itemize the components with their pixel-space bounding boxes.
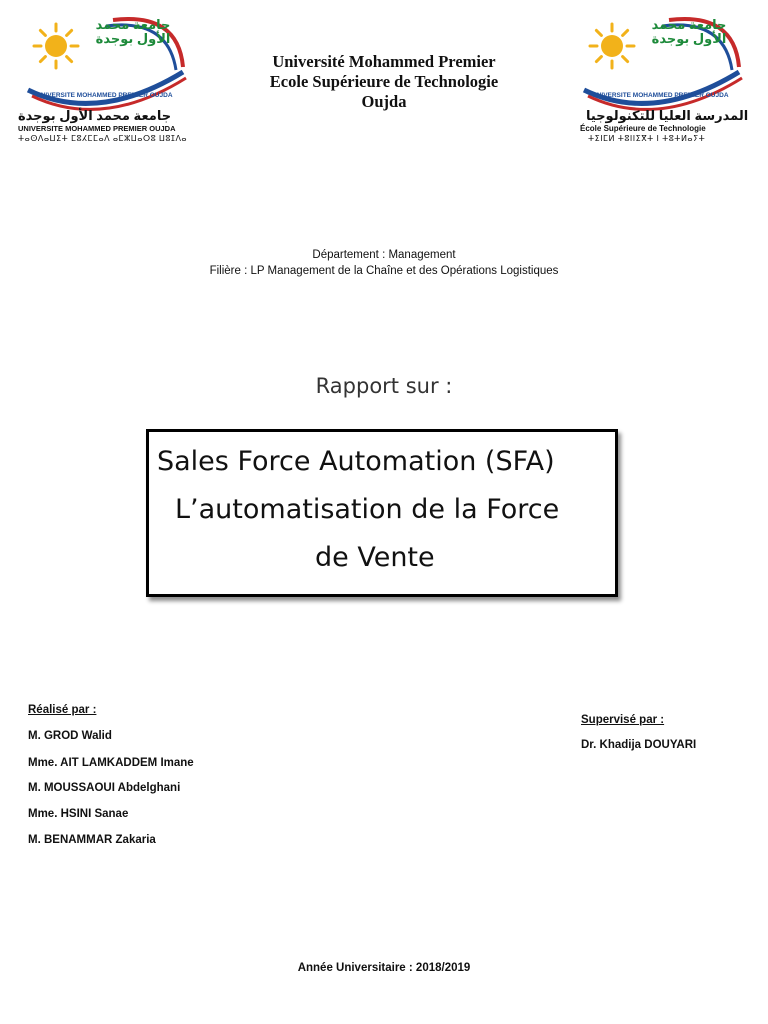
logo-right-arabic-name: جامعة محمد الأول بوجدة bbox=[651, 17, 727, 46]
header-city: Oujda bbox=[361, 92, 407, 111]
member-name: Mme. HSINI Sanae bbox=[28, 808, 129, 820]
logo-left-latin-caption: UNIVERSITE MOHAMMED PREMIER OUJDA bbox=[18, 124, 176, 133]
logo-left-arabic-caption: جامعة محمد الأول بوجدة bbox=[18, 108, 172, 123]
member-name: Mme. AIT LAMKADDEM Imane bbox=[28, 757, 194, 769]
member-name: M. MOUSSAOUI Abdelghani bbox=[28, 782, 181, 794]
school-logo-right bbox=[574, 12, 754, 147]
title-line-2: L’automatisation de la Force bbox=[175, 494, 560, 525]
university-logo-left bbox=[18, 12, 198, 147]
logo-right-ring-text: UNIVERSITE MOHAMMED PREMIER OUJDA bbox=[592, 92, 729, 99]
title-line-3: de Vente bbox=[315, 542, 435, 573]
filiere-line: Filière : LP Management de la Chaîne et des Opérations Logistiques bbox=[209, 265, 559, 277]
report-title-box bbox=[146, 429, 618, 597]
supervisor-name: Dr. Khadija DOUYARI bbox=[581, 739, 697, 751]
realise-label: Réalisé par : bbox=[28, 704, 97, 716]
title-line-1: Sales Force Automation (SFA) bbox=[157, 446, 555, 477]
logo-right-tifinagh-caption: ⵜⵉⵏⵎⵍ ⵜⵓⵏⵏⵉⴳⵜ ⵏ ⵜⵓⵜⵍⴰⵢⵜ bbox=[588, 134, 706, 143]
institution-header bbox=[234, 52, 534, 112]
supervise-label: Supervisé par : bbox=[581, 714, 665, 726]
header-school: Ecole Supérieure de Technologie bbox=[269, 72, 499, 91]
department-line: Département : Management bbox=[312, 249, 456, 261]
logo-left-arabic-name: جامعة محمد الأول بوجدة bbox=[95, 17, 171, 46]
member-name: M. BENAMMAR Zakaria bbox=[28, 834, 156, 846]
member-name: M. GROD Walid bbox=[28, 730, 112, 742]
academic-year: Année Universitaire : 2018/2019 bbox=[297, 962, 471, 974]
header-university: Université Mohammed Premier bbox=[272, 52, 496, 71]
logo-right-arabic-caption: المدرسة العليا للتكنولوجيا bbox=[586, 108, 749, 123]
logo-left-tifinagh-caption: ⵜⴰⵙⴷⴰⵡⵉⵜ ⵎⵓⵃⵎⵎⴰⴷ ⴰⵎⵣⵡⴰⵔⵓ ⵡⵓⵊⴷⴰ bbox=[18, 134, 188, 143]
logo-left-ring-text: UNIVERSITE MOHAMMED PREMIER OUJDA bbox=[36, 92, 173, 99]
logo-right-latin-caption: École Supérieure de Technologie bbox=[580, 124, 706, 133]
rapport-label: Rapport sur : bbox=[315, 374, 453, 398]
